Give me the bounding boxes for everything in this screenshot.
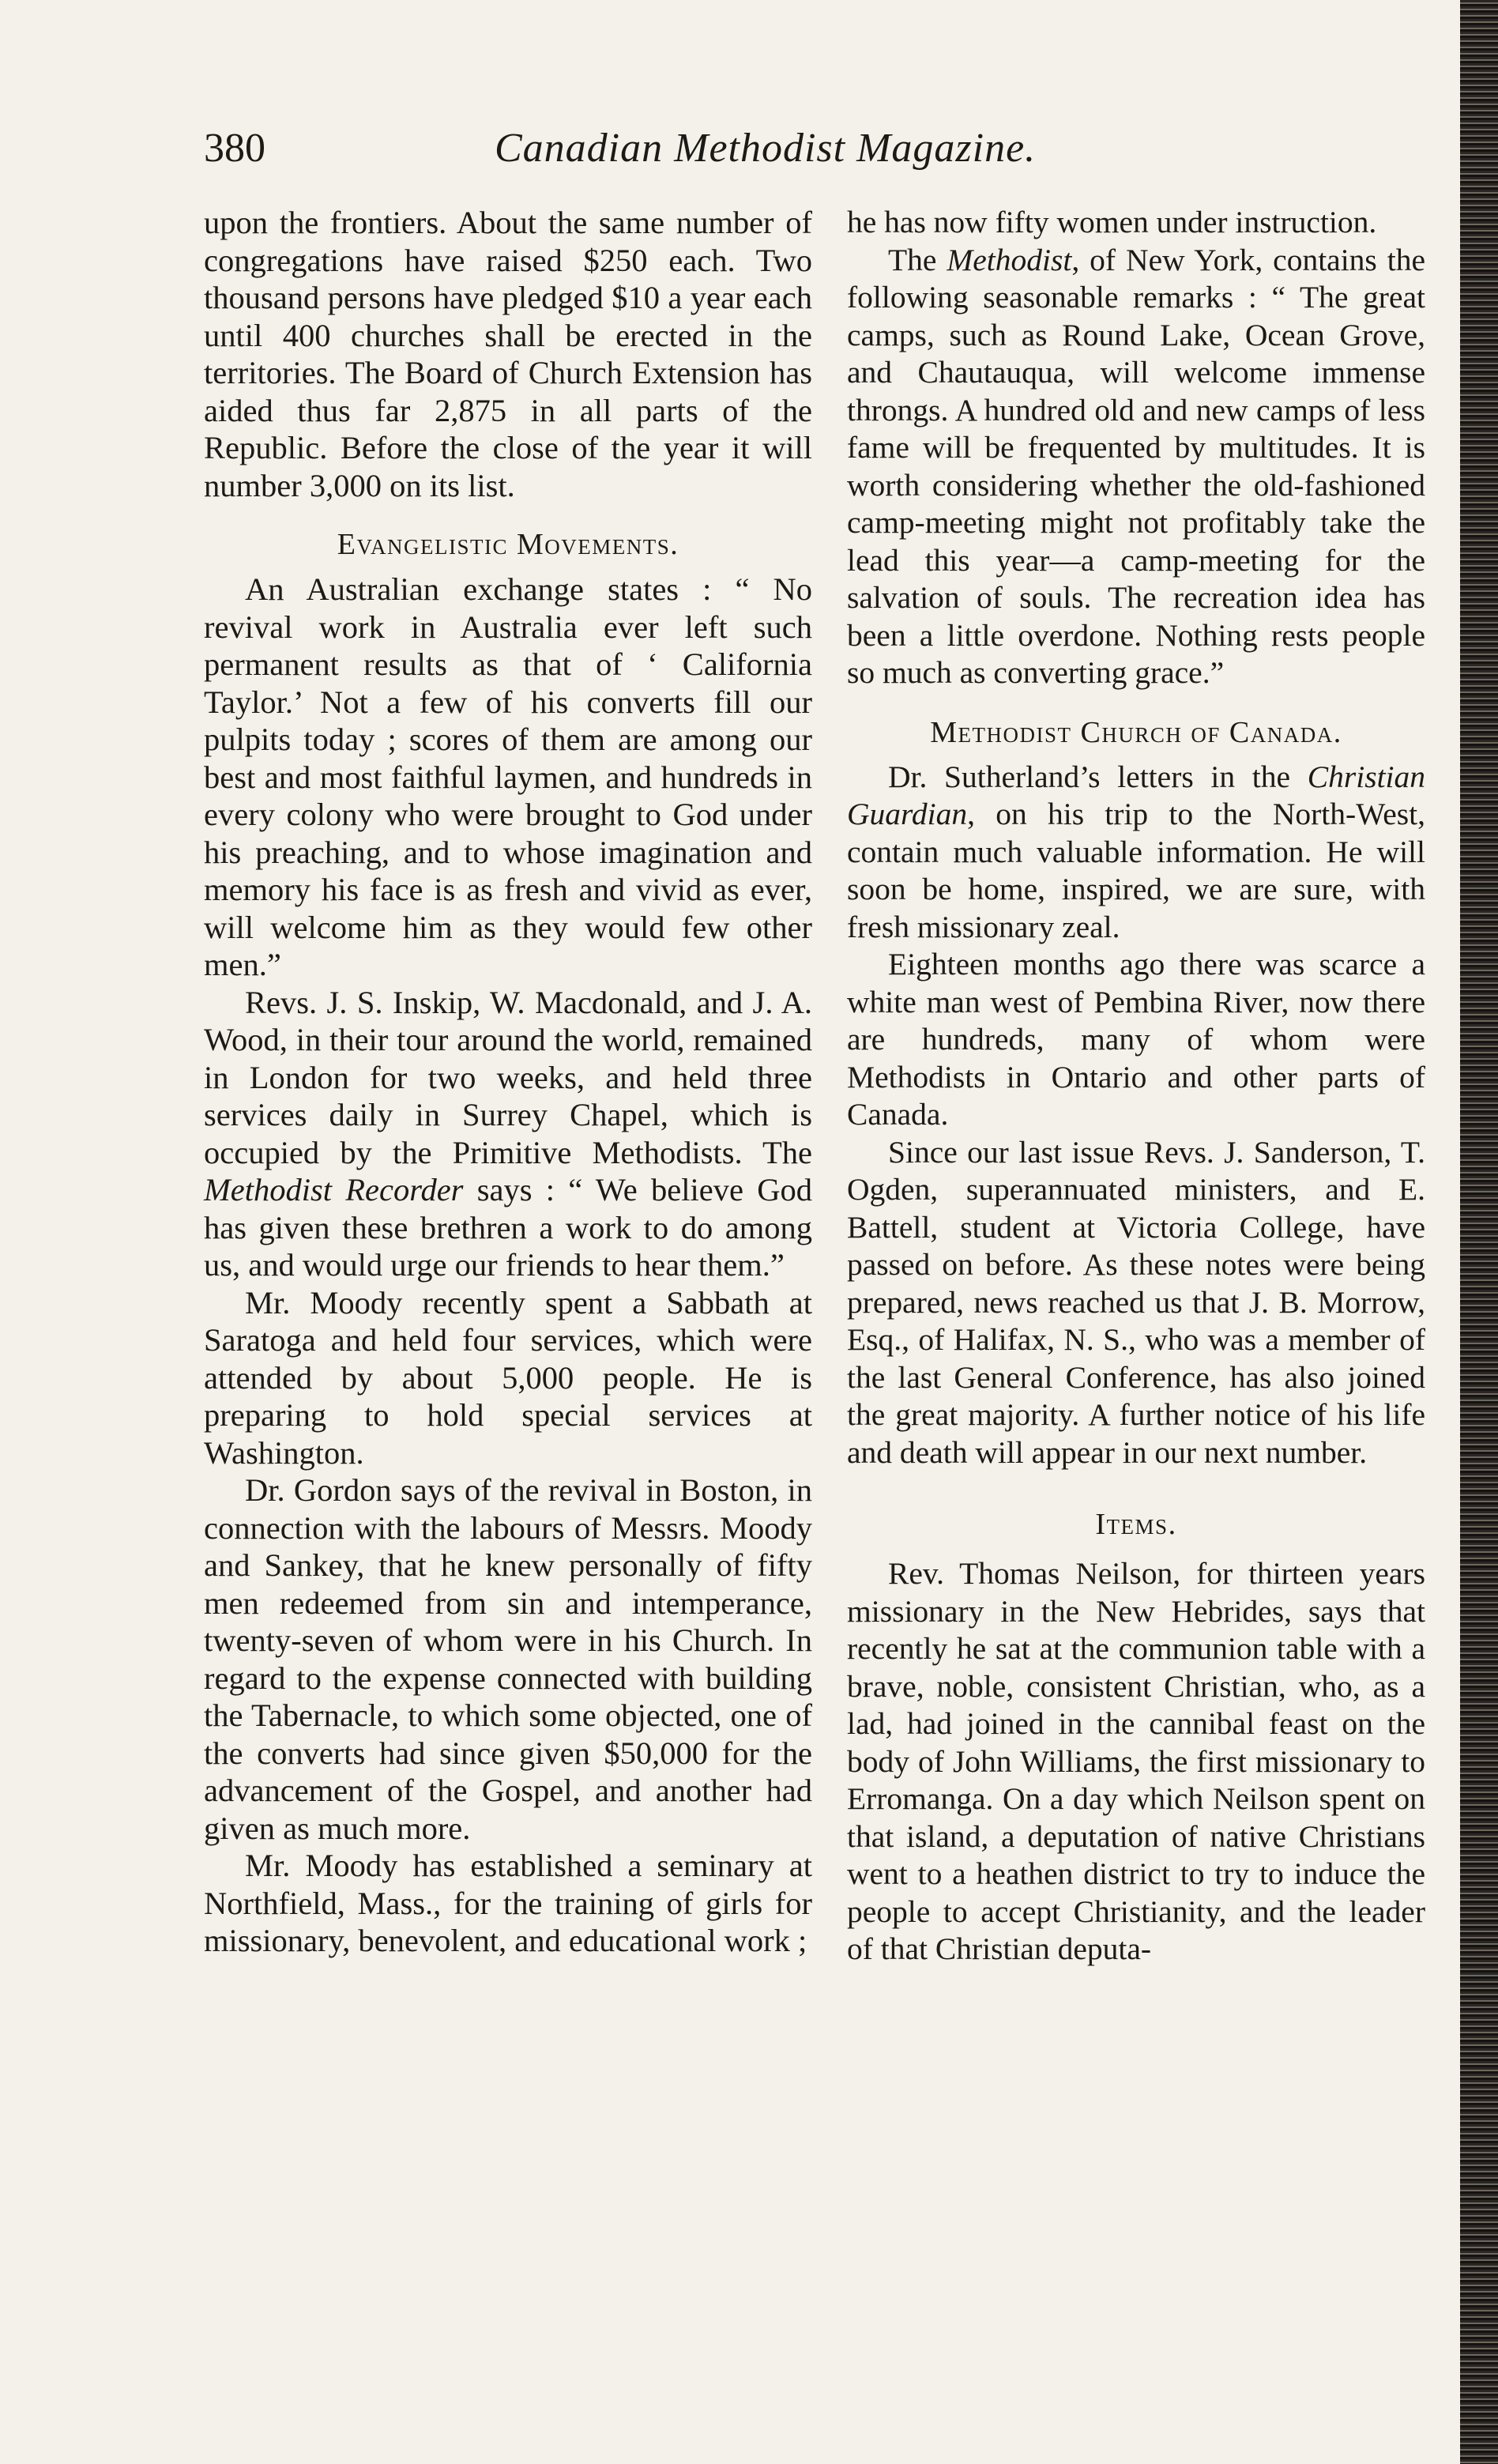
sutherland-text-a: Dr. Sutherland’s letters in the <box>888 759 1291 794</box>
paragraph-neilson: Rev. Thomas Neilson, for thirteen years missionary in the New Hebrides, says that recently he sat at the communion table with a brave, noble, consistent Christian, who, as a lad, had joined in the cannibal feast on the body of John Williams, the first missionary to Erromanga. On a day which Neilson spent on that island, a deputation of native Christians went to a heathen district to try to induce the people to accept Christianity, and the leader of that Christian deputa- <box>847 1556 1425 1966</box>
inskip-text-a: Revs. J. S. Inskip, W. Macdonald, and J. A. Wood, in their tour around the world, remained in London for two weeks, and held three services daily in Surrey Chapel, which is occupied by the Primitive Methodists. The <box>204 984 812 1170</box>
camps-text-b: , of New York, contains the following seasonable remarks : “ The great camps, such as Round Lake, Ocean Grove, and Chautauqua, will welcome immense throngs. A hundred old and new camps of less fame will be frequented by multitudes. It is worth considering whether the old-fashioned camp-meeting might not profitably take the lead this year—a camp-meeting for the salvation of souls. The recreation idea has been a little overdone. Nothing rests people so much as converting grace.” <box>847 242 1425 690</box>
paragraph-gordon-revival: Dr. Gordon says of the revival in Boston, in connection with the labours of Messrs. Moody and Sankey, that he knew personally of fifty men redeemed from sin and intemperance, twenty-seven of whom were in his Church. In regard to the expense connected with building the Tabernacle, to which some objected, one of the converts had since given $50,000 for the advancement of the Gospel, and another had given as much more. <box>204 1472 812 1846</box>
christian-guardian-title: Christian Guardian <box>847 759 1426 831</box>
inskip-text-b: says : “ We believe God has given these brethren a work to do among us, and would urge our friends to hear them.” <box>204 1172 813 1283</box>
right-column <box>847 204 1425 1969</box>
paragraph-frontiers: upon the frontiers. About the same number of congregations have raised $250 each. Two thousand persons have pledged $10 a year each until 400 churches shall be erected in the territories. The Board of Church Extension has aided thus far 2,875 in all parts of the Republic. Before the close of the year it will number 3,000 on its list. <box>204 205 812 503</box>
left-column <box>204 204 812 1960</box>
paragraph-obituaries: Since our last issue Revs. J. Sanderson, T. Ogden, superannuated ministers, and E. Battell, student at Victoria College, have passed on before. As these notes were being prepared, news reached us that J. B. Morrow, Esq., of Halifax, N. S., who was a member of the last General Conference, has also joined the great majority. A further notice of his life and death will appear in our next number. <box>847 1134 1425 1470</box>
paragraph-camp-meetings <box>847 242 1425 692</box>
page-number: 380 <box>204 126 265 171</box>
paragraph-sutherland-letters <box>847 759 1425 947</box>
paragraph-pembina-river: Eighteen months ago there was scarce a white man west of Pembina River, now there are hundreds, many of whom were Methodists in Ontario and other parts of Canada. <box>847 947 1425 1132</box>
paragraph-moody-saratoga: Mr. Moody recently spent a Sabbath at Saratoga and held four services, which were attended by about 5,000 people. He is preparing to hold special services at Washington. <box>204 1284 812 1471</box>
heading-items: Items. <box>1095 1508 1177 1541</box>
paragraph-moody-seminary: Mr. Moody has established a seminary at Northfield, Mass., for the training of girls for missionary, benevolent, and educational work ; <box>204 1848 812 1958</box>
page-edge-binding <box>1460 0 1498 2464</box>
methodist-title: Methodist <box>947 242 1072 277</box>
heading-methodist-church-of-canada: Methodist Church of Canada. <box>930 715 1342 749</box>
paragraph-inskip-tour <box>204 984 812 1284</box>
running-title: Canadian Methodist Magazine. <box>495 126 1037 171</box>
paragraph-australian-exchange: An Australian exchange states : “ No revival work in Australia ever left such permanent results as that of ‘ California Taylor.’ Not a few of his converts fill our pulpits today ; scores of them are among our best and most faithful laymen, and hundreds in every colony who were brought to God under his preaching, and to whose imagination and memory his face is as fresh and vivid as ever, will welcome him as they would few other men.” <box>204 571 812 982</box>
methodist-recorder-title: Methodist Recorder <box>204 1172 464 1208</box>
page-header <box>204 117 1152 180</box>
camps-text-a: The <box>888 242 937 277</box>
paragraph-fifty-women: he has now fifty women under instruction. <box>847 205 1377 239</box>
sutherland-text-b: , on his trip to the North-West, contain much valuable information. He will soon be home, inspired, we are sure, with fresh missionary zeal. <box>847 797 1425 944</box>
heading-evangelistic-movements: Evangelistic Movements. <box>337 528 679 561</box>
